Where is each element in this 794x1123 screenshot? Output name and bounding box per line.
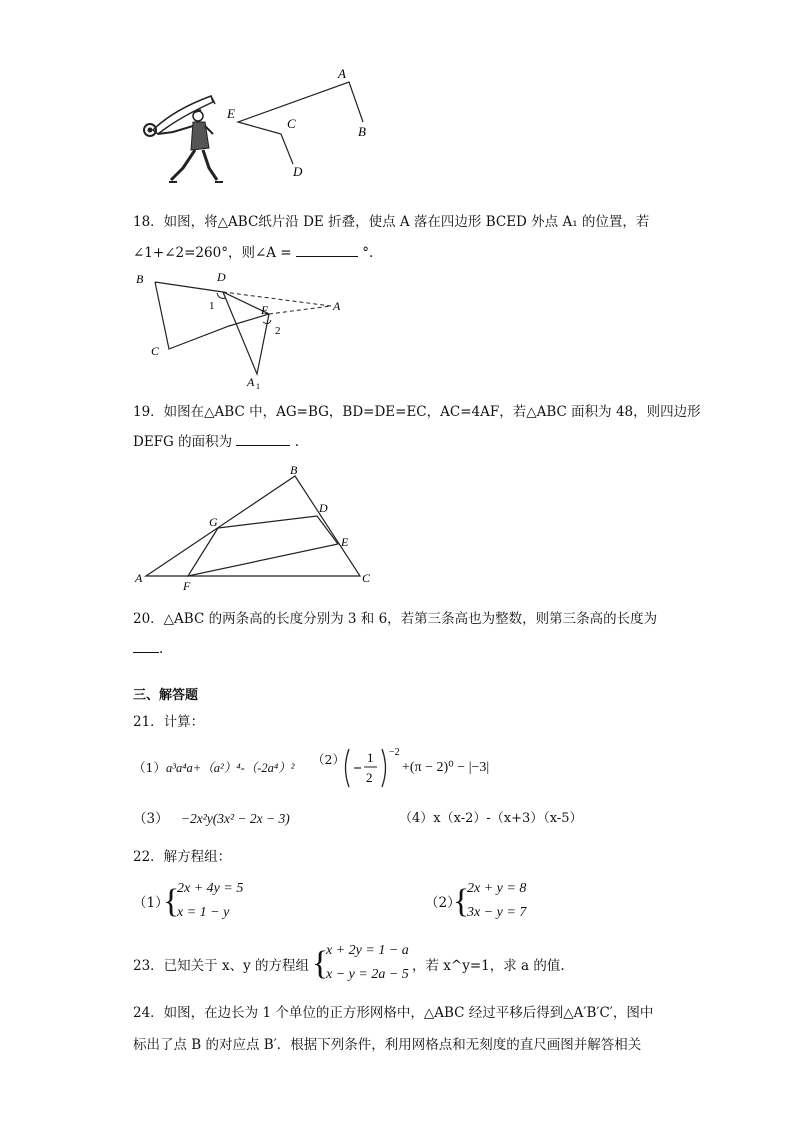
q19-label-a: A xyxy=(135,571,143,585)
q18-line1: 18．如图，将△ABC纸片沿 DE 折叠，使点 A 落在四边形 BCED 外点 A₁ 的位置，若 xyxy=(133,214,650,230)
q21-p1-expr: a³a⁴a+（a²）⁴-（-2a⁴）² xyxy=(165,761,295,775)
q22-p1-eq1: 2x + 4y = 5 xyxy=(177,881,244,896)
q21-p3-expr: −2x²y(3x² − 2x − 3) xyxy=(180,811,290,826)
q18-angle2: 2 xyxy=(275,325,281,337)
q21-p2-tail: +(π − 2)⁰ − |−3| xyxy=(402,760,490,775)
q21-part1 xyxy=(133,759,295,777)
svg-text:2: 2 xyxy=(366,770,373,785)
q18-label-a: A xyxy=(333,299,341,313)
q18-label-a1: A xyxy=(247,375,255,389)
q20-line2 xyxy=(133,640,163,658)
q18-unit: °. xyxy=(362,245,374,261)
q22-p1-label: （1） xyxy=(133,895,169,911)
q19-question: DEFG 的面积为 xyxy=(133,434,233,450)
q23-eq1: x + 2y = 1 − a xyxy=(326,943,409,958)
q19-label-d: D xyxy=(319,501,328,515)
svg-text:1: 1 xyxy=(367,750,374,765)
q18-label-b: B xyxy=(136,272,144,286)
q21-title: 21．计算： xyxy=(133,714,205,730)
label-b: B xyxy=(358,124,366,139)
q18-answer-blank[interactable] xyxy=(296,244,358,257)
q22-p1-brace: { xyxy=(163,883,180,920)
label-c: C xyxy=(287,116,296,131)
label-d: D xyxy=(293,164,303,179)
q21-part3 xyxy=(133,810,290,828)
q21-p3-label: （3） xyxy=(133,811,169,827)
q20-answer-blank[interactable] xyxy=(133,640,159,653)
q19-line1: 19．如图在△ABC 中，AG=BG，BD=DE=EC，AC=4AF，若△ABC 面积为 48，则四边形 xyxy=(133,404,701,420)
q23-brace: { xyxy=(312,945,329,982)
q18-label-e: E xyxy=(261,303,269,317)
svg-text:−2: −2 xyxy=(389,747,400,758)
q21-part2 xyxy=(312,750,345,768)
q19-figure xyxy=(133,460,378,595)
q18-label-a1-sub: 1 xyxy=(256,382,260,391)
q19-label-e: E xyxy=(341,535,349,549)
q22-p2-eq1: 2x + y = 8 xyxy=(467,881,527,896)
q19-answer-blank[interactable] xyxy=(236,433,290,446)
dancer-figure xyxy=(133,90,233,190)
q23-eq2: x − y = 2a − 5 xyxy=(326,967,409,982)
q22-p2-label: （2） xyxy=(425,895,461,911)
q18-figure xyxy=(133,266,348,392)
q19-label-g: G xyxy=(209,515,218,529)
dancer-image xyxy=(133,90,233,190)
q18-label-c: C xyxy=(151,344,160,358)
q20-period: . xyxy=(159,641,164,657)
q19-line2 xyxy=(133,433,299,451)
q22-p1-eq2: x = 1 − y xyxy=(177,905,230,920)
q18-angle1: 1 xyxy=(209,300,215,312)
q21-p2-fraction xyxy=(342,745,402,791)
q21-p2-label: （2） xyxy=(312,752,345,767)
q22-p2-brace: { xyxy=(453,883,470,920)
q24-line1: 24．如图，在边长为 1 个单位的正方形网格中，△ABC 经过平移后得到△A′B′C′，图中 xyxy=(133,1005,654,1021)
polyline-figure-17 xyxy=(225,60,385,185)
q22-p2-eq2: 3x − y = 7 xyxy=(467,905,527,920)
q19-label-b: B xyxy=(290,463,298,477)
q23-suffix: ，若 x^y=1，求 a 的值. xyxy=(412,958,565,974)
q20-line1: 20．△ABC 的两条高的长度分别为 3 和 6，若第三条高也为整数，则第三条高的长度为 xyxy=(133,611,658,627)
q19-label-c: C xyxy=(362,571,371,585)
q24-line2: 标出了点 B 的对应点 B′．根据下列条件，利用网格点和无刻度的直尺画图并解答相关 xyxy=(133,1037,642,1053)
q19-label-f: F xyxy=(183,579,191,593)
q18-condition: ∠1+∠2=260°，则∠A = xyxy=(133,245,292,261)
section-title: 三、解答题 xyxy=(133,688,199,703)
q21-p1-label: （1） xyxy=(133,760,166,775)
q18-label-d: D xyxy=(217,270,226,284)
q19-period: . xyxy=(294,434,300,450)
q18-line2 xyxy=(133,244,373,262)
q22-title: 22．解方程组： xyxy=(133,849,232,865)
label-a: A xyxy=(338,66,346,81)
q21-part4: （4）x（x-2）-（x+3）（x-5） xyxy=(399,811,583,826)
q23-prefix: 23．已知关于 x、y 的方程组 xyxy=(133,958,310,974)
label-e: E xyxy=(227,106,235,121)
